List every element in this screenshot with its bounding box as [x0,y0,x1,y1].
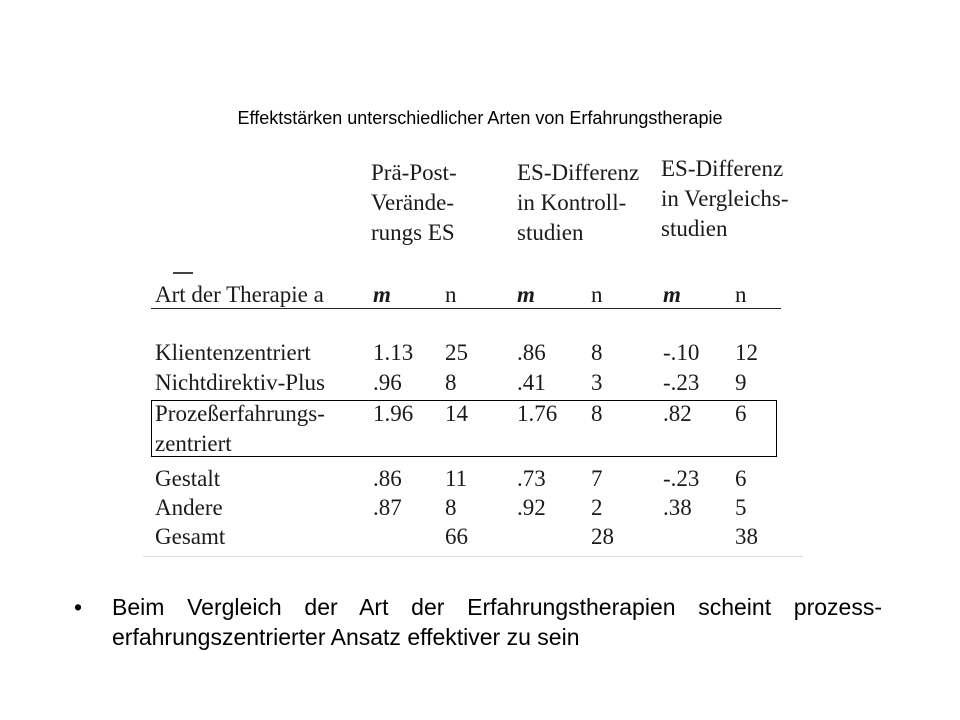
cell-value: 8 [591,401,603,426]
column-header-n: n [445,282,457,307]
bullet-text: Beim Vergleich der Art der Erfahrungstherapien scheint prozess-erfahrungszentrierter Ansatz effektiver zu sein [112,594,882,650]
cell-value: 3 [591,370,603,395]
cell-value: 8 [445,495,457,520]
row-label: Gesamt [155,524,226,549]
cell-value: 1.76 [517,401,558,426]
cell-value: .38 [663,495,692,520]
group-header-comparison-studies: ES-Differenz in Vergleichs- studien [661,156,789,241]
table-row-total [143,524,803,554]
table-caption: Effektstärken unterschiedlicher Arten von Erfahrungstherapie [237,108,723,128]
cell-value: .82 [663,401,692,426]
cell-value: -.23 [663,466,700,491]
cell-value: 1.96 [373,401,414,426]
row-label: Klientenzentriert [155,340,311,365]
cell-value: .86 [517,340,546,365]
column-header-m: m [373,282,391,307]
cell-value: 66 [445,524,468,549]
cell-value: 6 [735,466,747,491]
cell-value: 28 [591,524,614,549]
cell-value: .92 [517,495,546,520]
highlight-box [151,400,777,457]
scan-edge [143,556,803,557]
cell-value: 8 [591,340,603,365]
column-header-m: m [517,282,535,307]
cell-value: 14 [445,401,468,426]
cell-value: 2 [591,495,603,520]
bullet-symbol: • [74,594,83,620]
cell-value: 25 [445,340,468,365]
cell-value: -.23 [663,370,700,395]
column-header-therapy: Art der Therapie a [155,282,324,307]
group-header-control-studies: ES-Differenz in Kontroll- studien [517,160,640,245]
cell-value: 38 [735,524,758,549]
group-header-pre-post: Prä-Post- Verände- rungs ES [371,160,457,245]
table-row [143,340,803,370]
row-label: zentriert [155,431,232,456]
cell-value: .86 [373,466,402,491]
cell-value: -.10 [663,340,700,365]
cell-value: 1.13 [373,340,414,365]
cell-value: 7 [591,466,603,491]
scanned-table [143,150,803,560]
column-header-n: n [591,282,603,307]
cell-value: 11 [445,466,468,491]
column-header-n: n [735,282,747,307]
cell-value: .87 [373,495,402,520]
cell-value: 6 [735,401,747,426]
cell-value: 5 [735,495,747,520]
table-row [143,466,803,496]
row-label: Gestalt [155,466,221,491]
table-row [143,370,803,400]
column-header-m: m [663,282,681,307]
row-label: Andere [155,495,223,520]
header-rule [151,308,781,309]
cell-value: .41 [517,370,546,395]
cell-value: 12 [735,340,758,365]
cell-value: .73 [517,466,546,491]
row-label: Nichtdirektiv-Plus [155,370,325,395]
row-label: Prozeßerfahrungs- [155,401,325,426]
cell-value: 9 [735,370,747,395]
cell-value: 8 [445,370,457,395]
table-row [143,495,803,525]
cell-value: .96 [373,370,402,395]
scan-dash [173,272,193,274]
